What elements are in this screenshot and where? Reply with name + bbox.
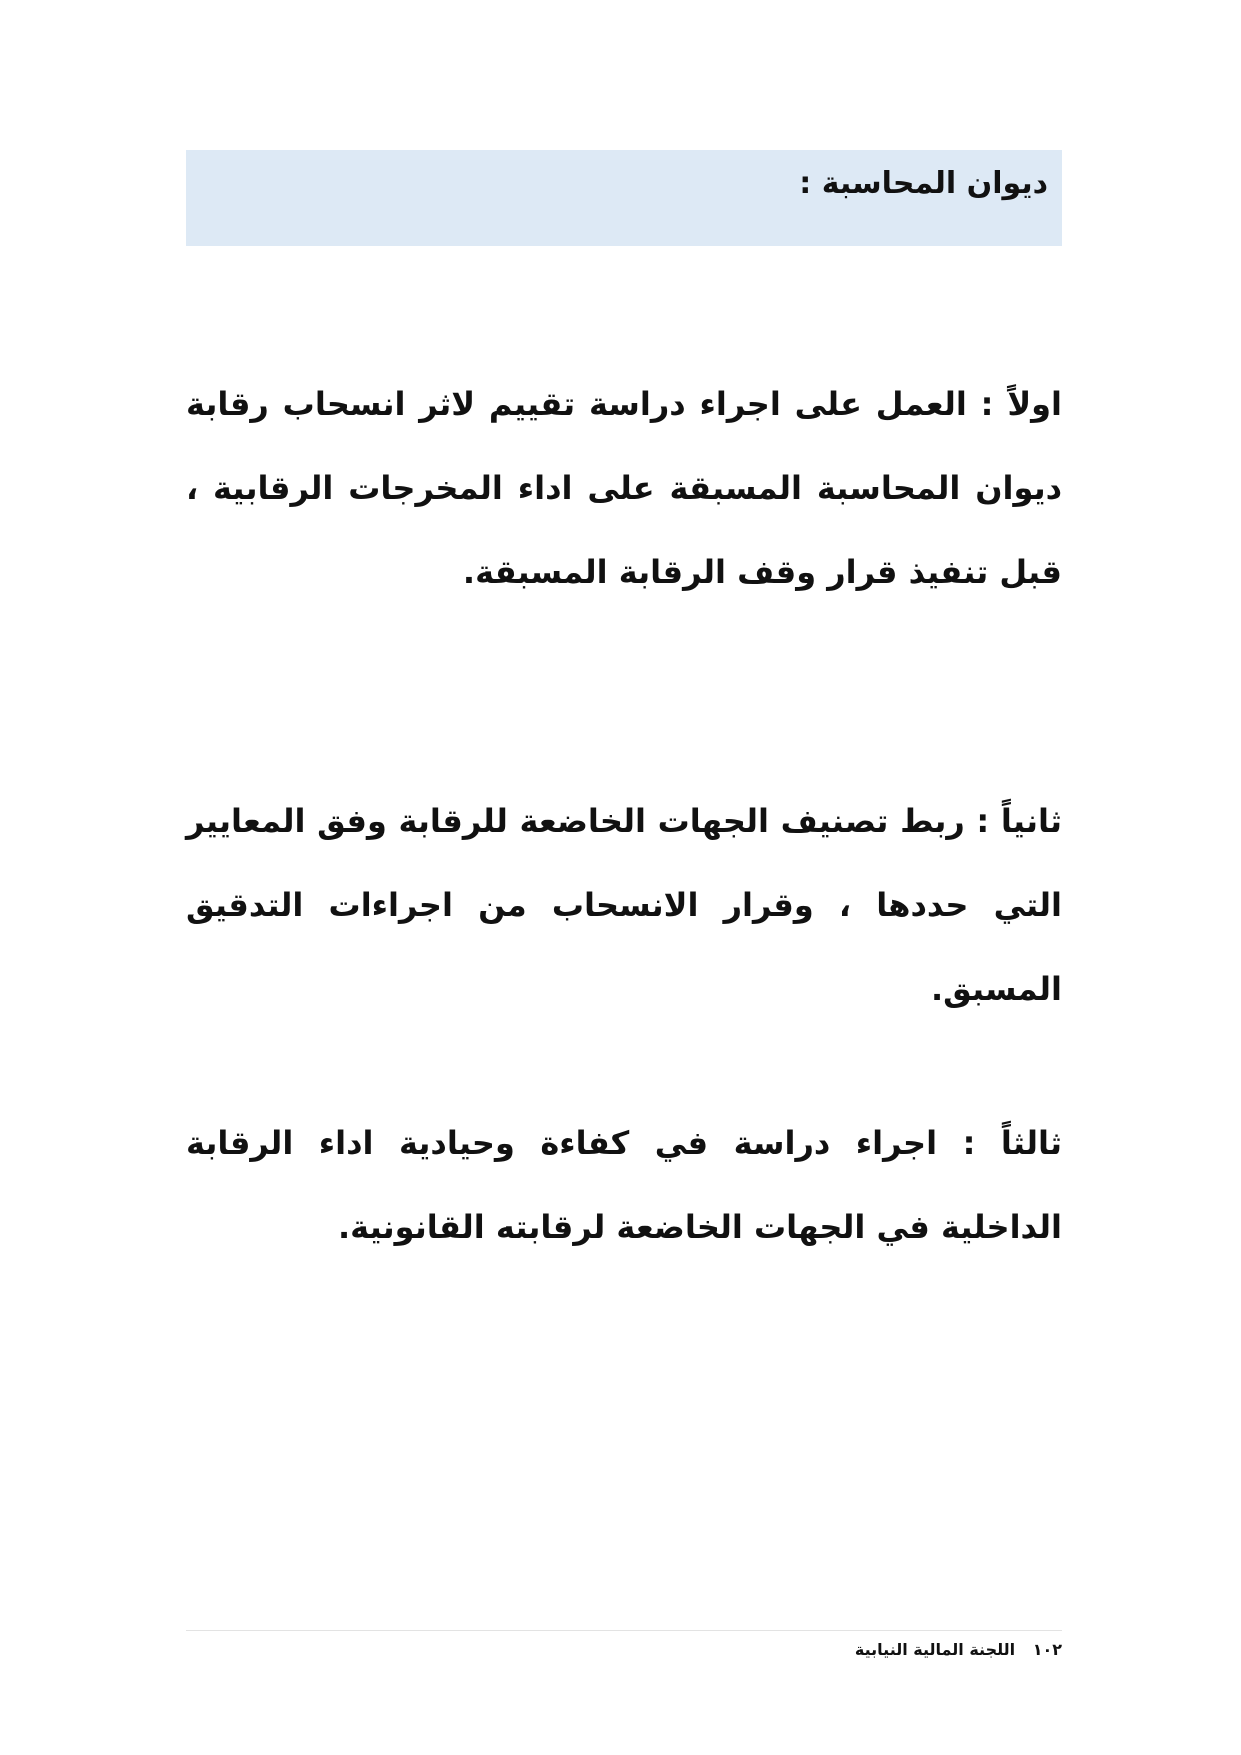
footer-divider: [186, 1630, 1062, 1631]
recommendation-third: ثالثاً : اجراء دراسة في كفاءة وحيادية اداء الرقابة الداخلية في الجهات الخاضعة لرقابته القانونية.: [186, 1124, 1062, 1246]
page-number: ١٠٢: [1032, 1640, 1062, 1659]
page-footer: [855, 1638, 1062, 1662]
recommendation-second: ثانياً : ربط تصنيف الجهات الخاضعة للرقابة وفق المعايير التي حددها ، وقرار الانسحاب من اجراءات التدقيق المسبق.: [186, 802, 1062, 1008]
recommendation-first: اولاً : العمل على اجراء دراسة تقييم لاثر انسحاب رقابة ديوان المحاسبة المسبقة على اداء المخرجات الرقابية ، قبل تنفيذ قرار وقف الرقابة المسبقة.: [186, 385, 1062, 591]
footer-committee-name: اللجنة المالية النيابية: [854, 1640, 1016, 1659]
section-title: ديوان المحاسبة :: [799, 166, 1048, 201]
section-header-band: [186, 150, 1062, 246]
